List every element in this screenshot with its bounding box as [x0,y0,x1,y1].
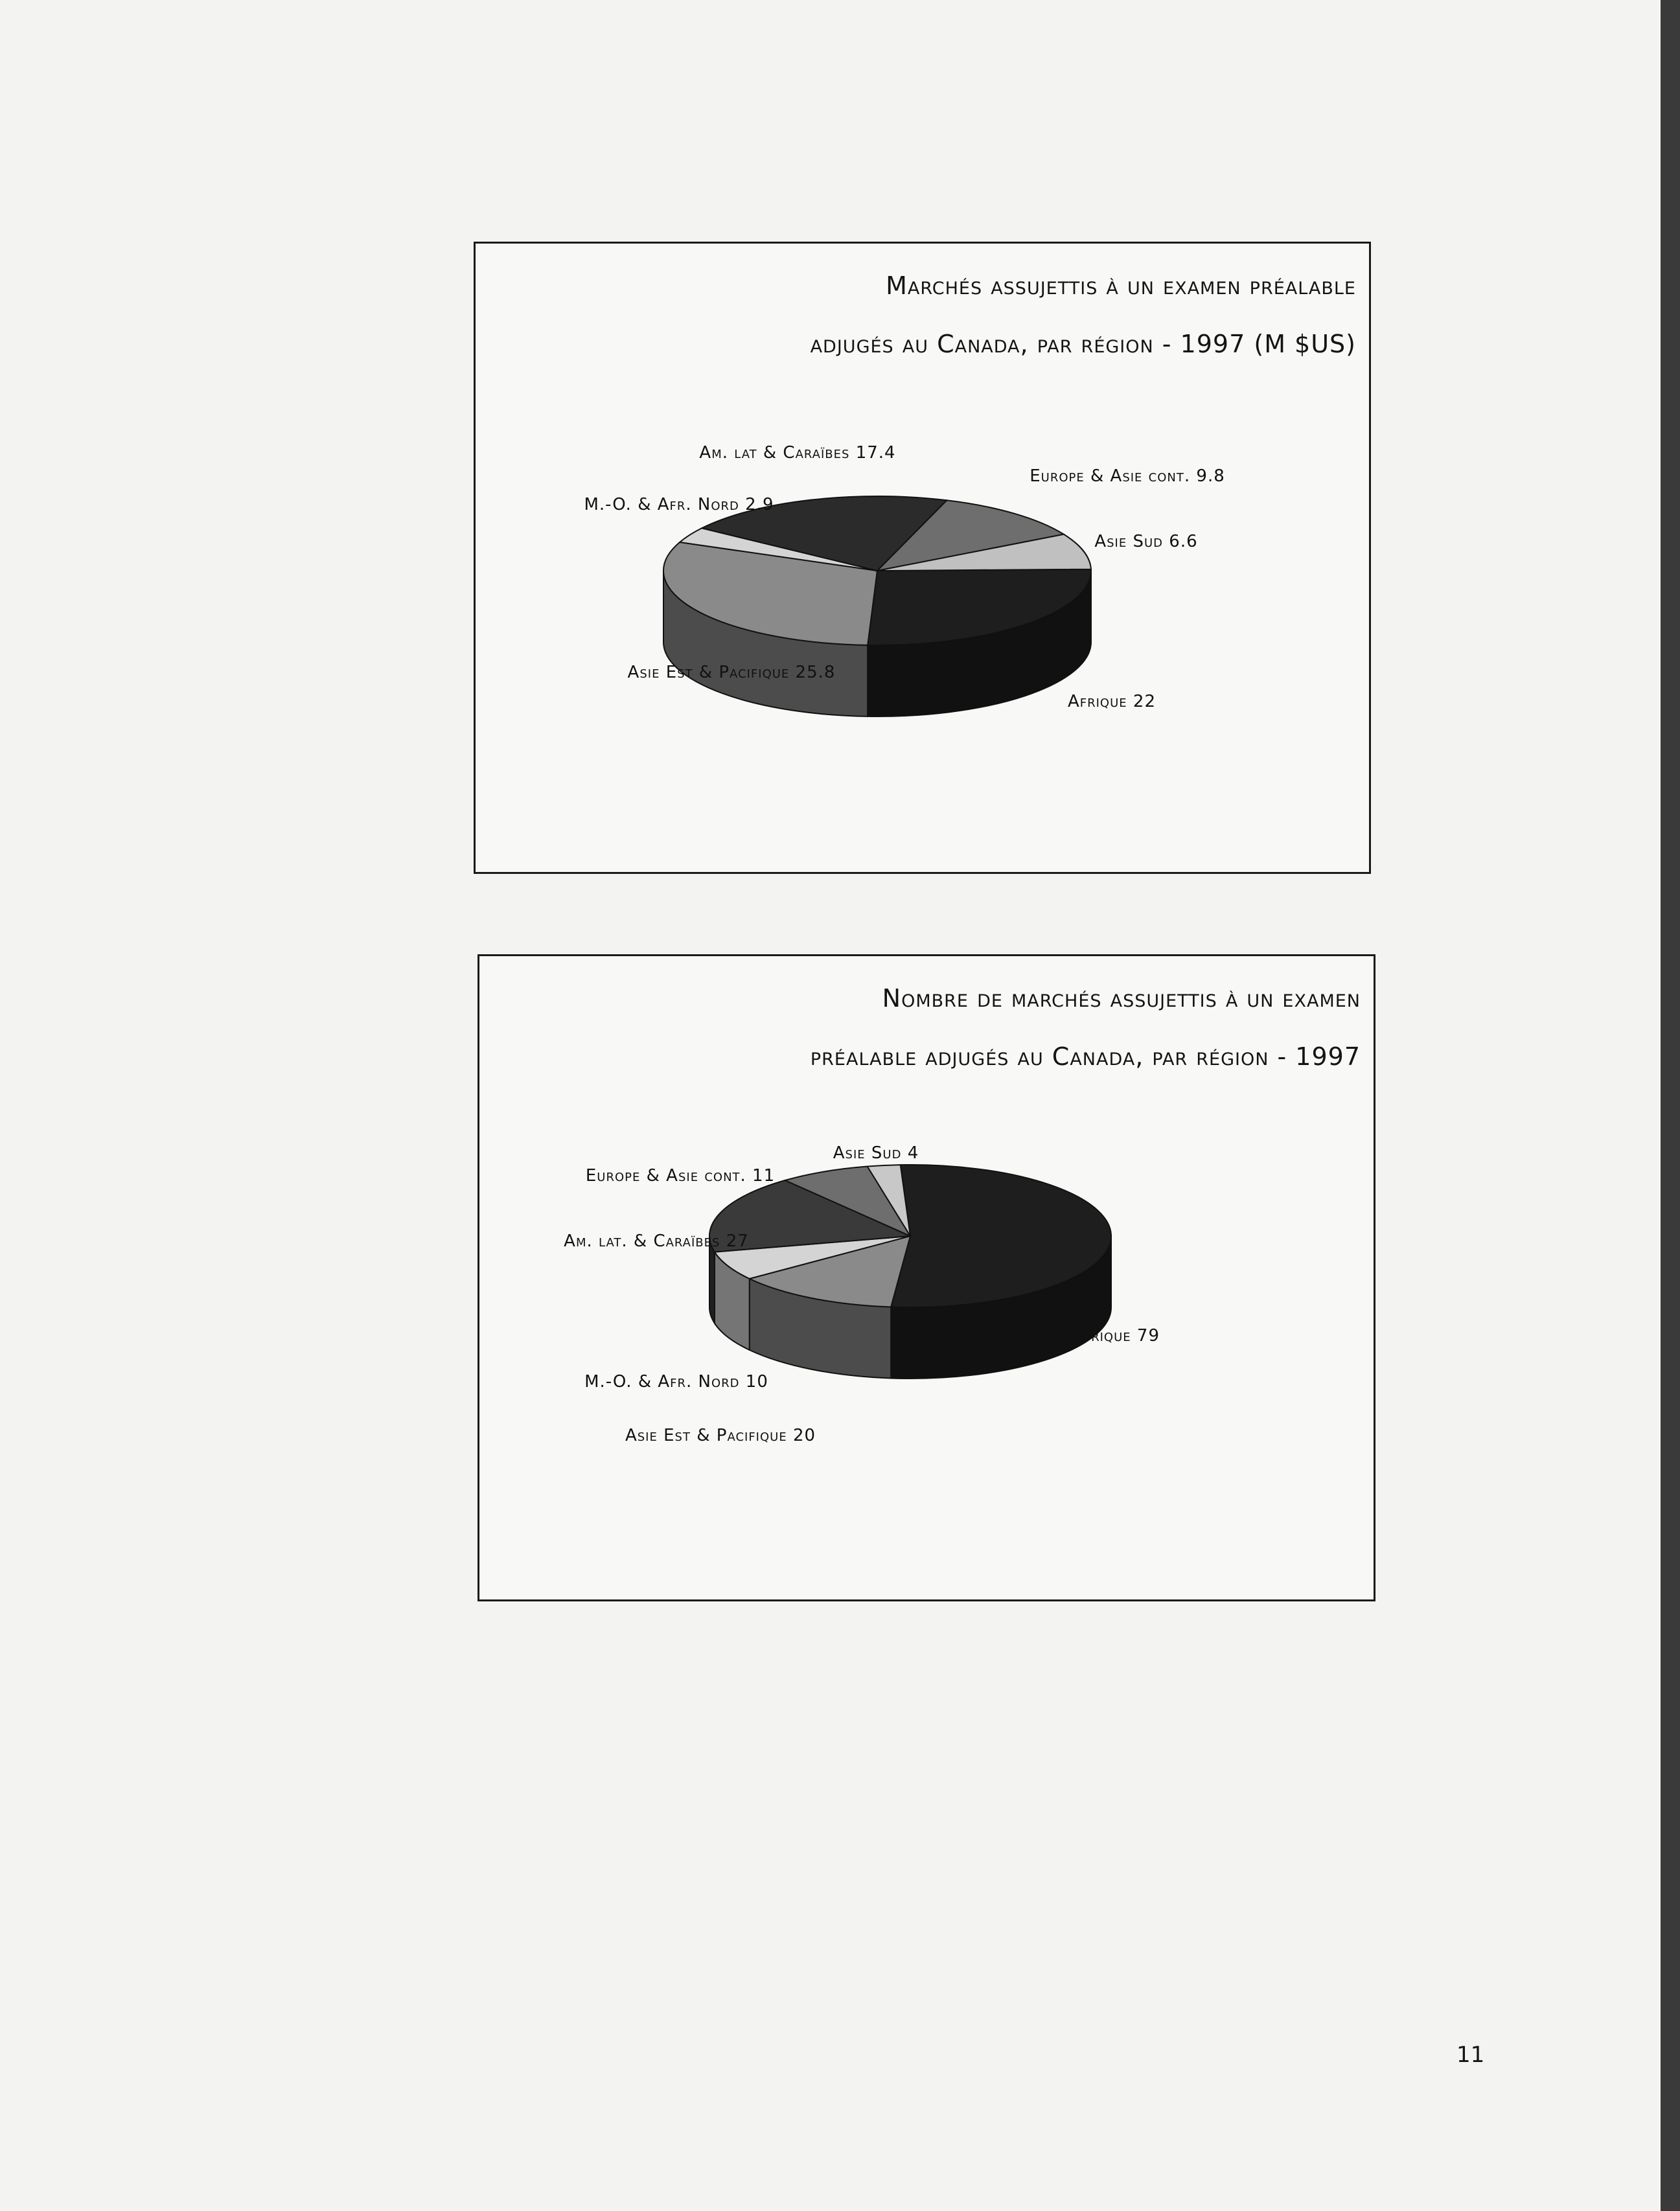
chart-title [708,257,1356,373]
slice-label: Asie Est & Pacifique 25.8 [627,663,836,682]
scanner-edge [1661,0,1680,2211]
slice-label: Asie Sud 4 [833,1143,919,1163]
chart-title [713,969,1361,1086]
chart-title-line-2: préalable adjugés au Canada, par région - 1997 [810,1042,1361,1071]
slice-label: Asie Sud 6.6 [1094,532,1198,551]
slice-label: Europe & Asie cont. 9.8 [1030,466,1225,486]
chart-panel-value [474,242,1371,874]
chart-title-line-1: Nombre de marchés assujettis à un examen [882,984,1361,1013]
slice-label: Europe & Asie cont. 11 [585,1166,776,1186]
slice-label: Asie Est & Pacifique 20 [625,1426,816,1445]
slice-label: M.-O. & Afr. Nord 2.9 [584,495,774,514]
chart-panel-count [478,954,1375,1601]
slice-label: Afrique 22 [1067,692,1156,711]
slice-label: Am. lat & Caraïbes 17.4 [699,443,896,463]
chart-title-line-1: Marchés assujettis à un examen préalable [886,271,1356,300]
page-number: 11 [1456,2042,1485,2068]
slice-label: Am. lat. & Caraïbes 27 [564,1232,749,1251]
chart-title-line-2: adjugés au Canada, par région - 1997 (M $US) [810,330,1356,358]
slice-label: Afrique 79 [1071,1326,1160,1346]
slice-label: M.-O. & Afr. Nord 10 [584,1372,768,1392]
pie-tops [709,1165,1111,1307]
pie-tops [663,496,1091,645]
